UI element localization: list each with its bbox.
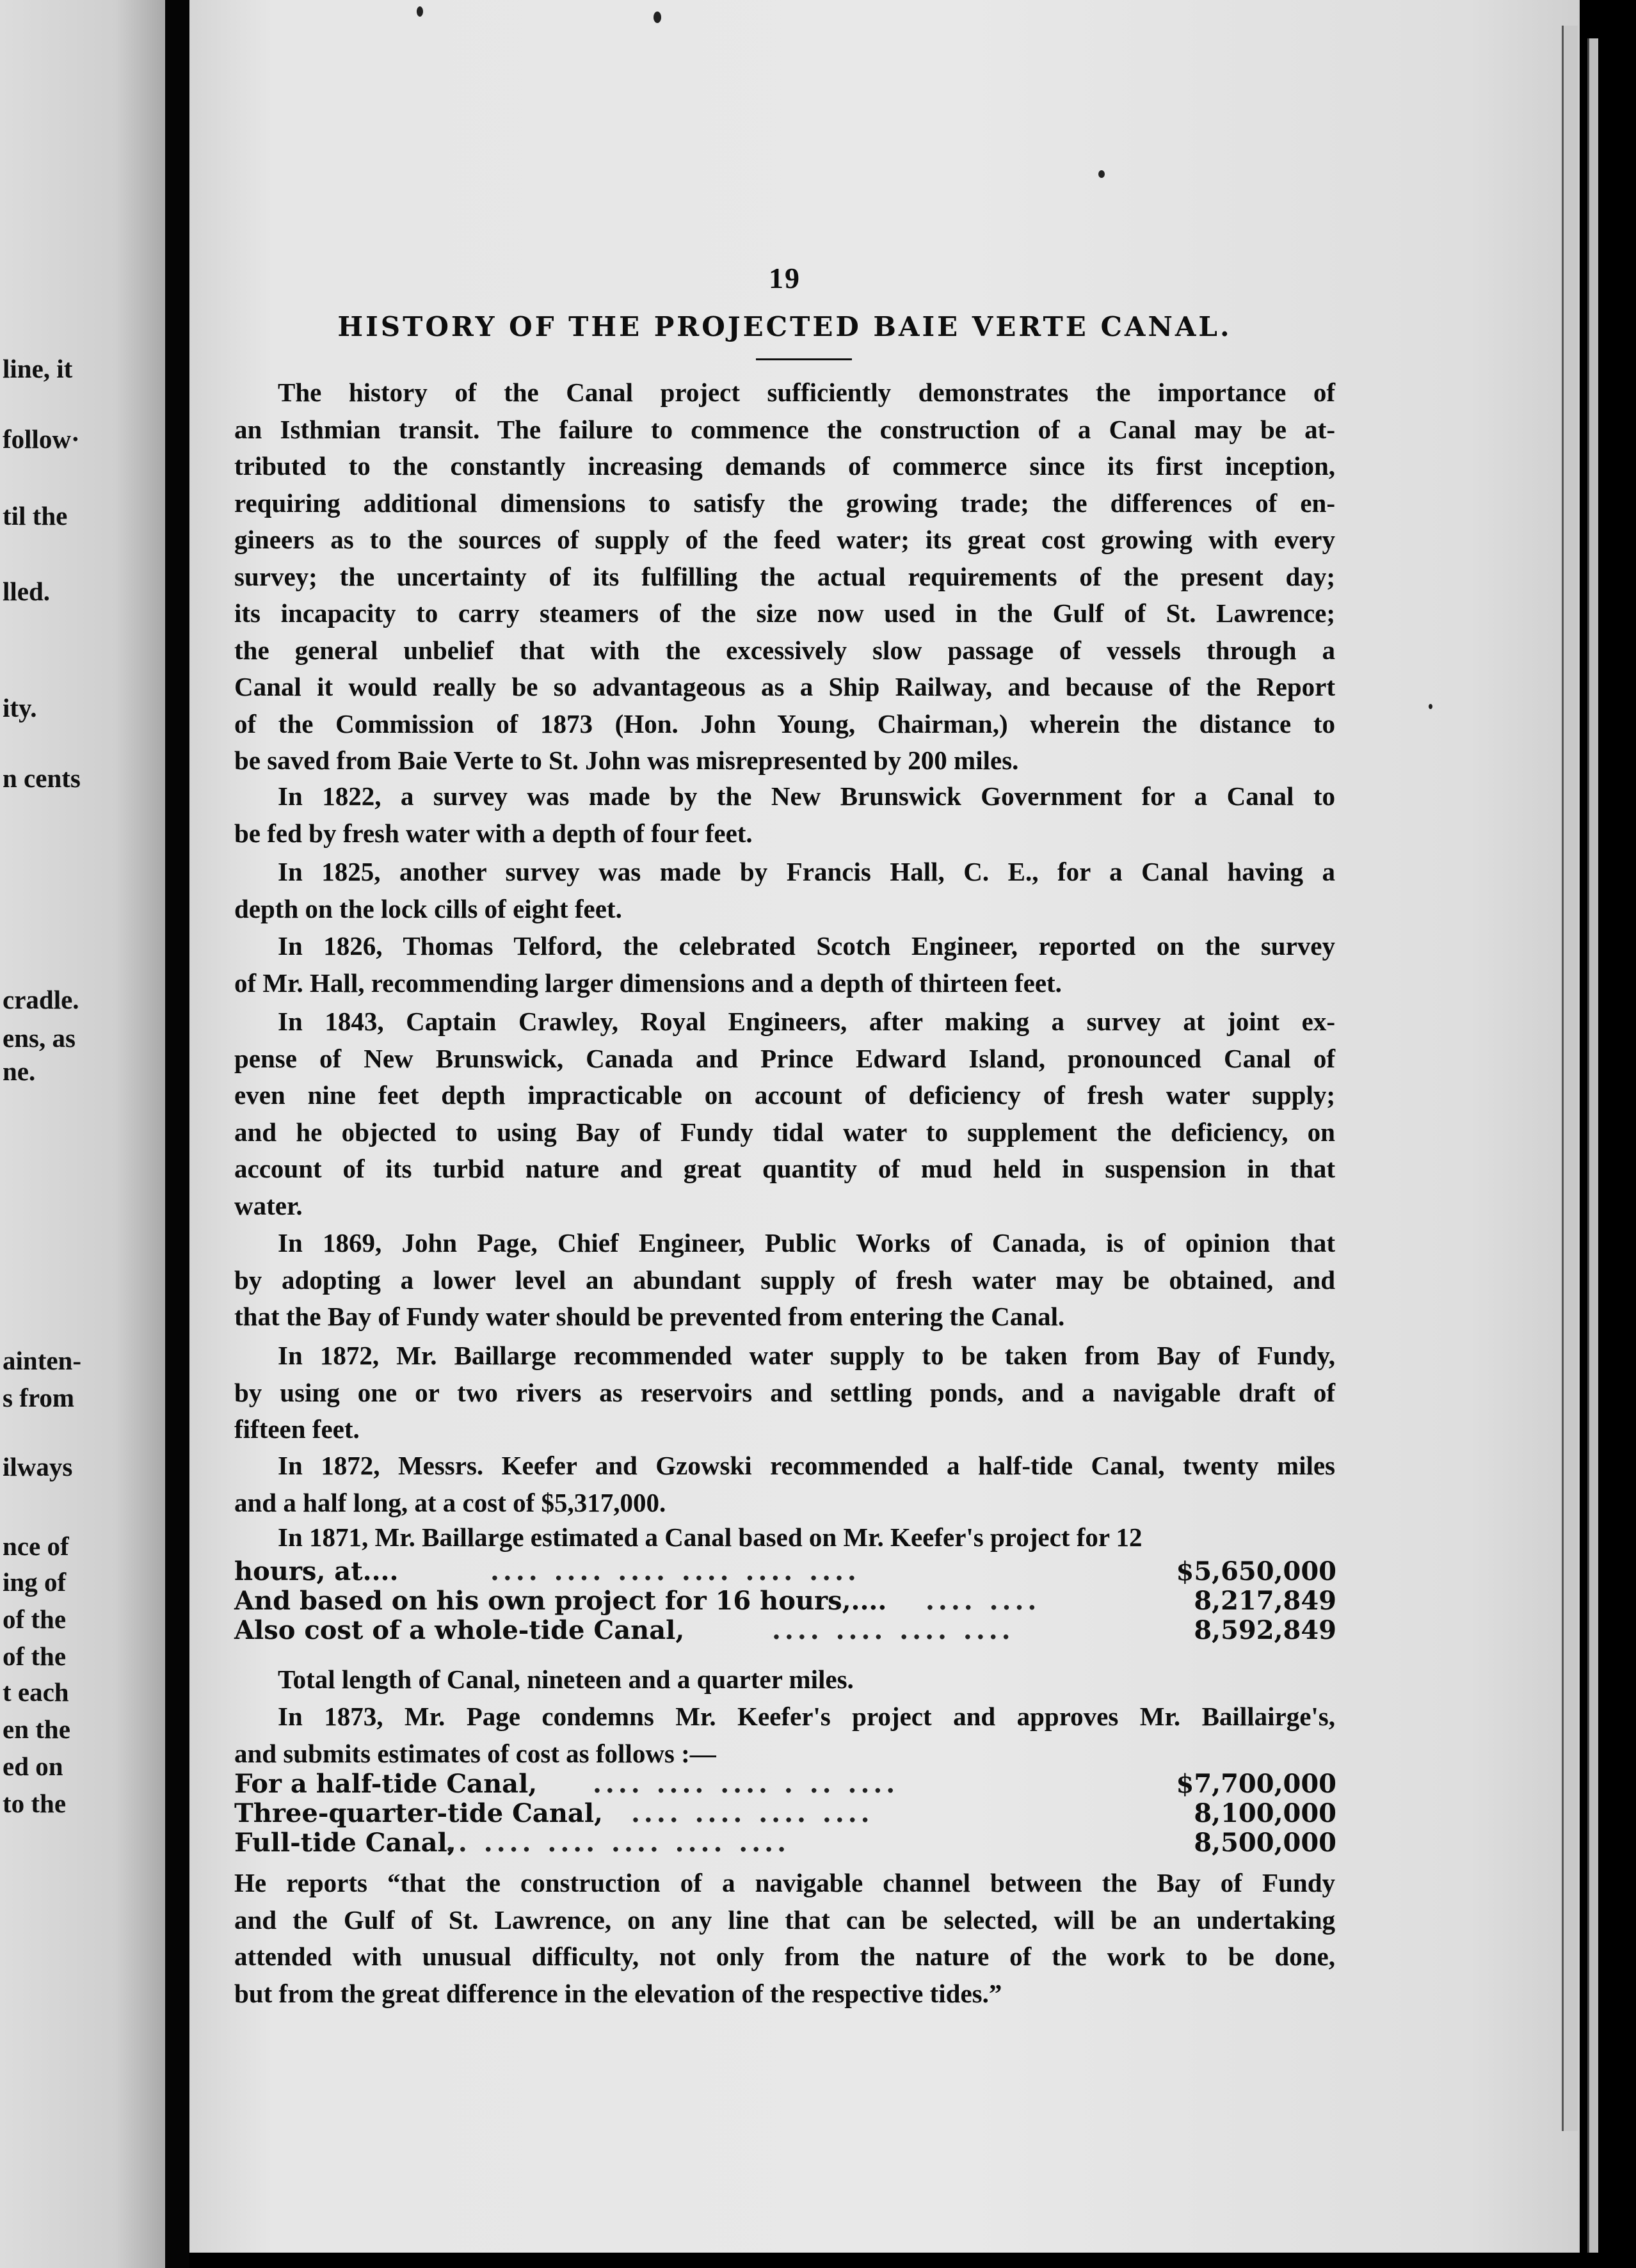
closing-quote-paragraph bbox=[234, 1865, 1335, 2012]
cost-label: Three-quarter-tide Canal, bbox=[234, 1798, 603, 1828]
paragraph-line: the general unbelief that with the excessively slow passage of vessels through a bbox=[234, 635, 1335, 665]
paragraph-line: account of its turbid nature and great quantity of mud held in suspension in that bbox=[234, 1154, 1335, 1183]
left-page-text-fragment: to the bbox=[3, 1789, 67, 1818]
paragraph-line: Canal it would really be so advantageous as a Ship Railway, and because of the Report bbox=[234, 672, 1335, 701]
left-page-text-fragment: of the bbox=[3, 1604, 67, 1634]
cost-row bbox=[234, 1798, 1336, 1829]
page-1873-line: and submits estimates of cost as follows :— bbox=[234, 1738, 716, 1768]
ink-speck bbox=[1098, 170, 1105, 178]
paragraph-line: In 1826, Thomas Telford, the celebrated Scotch Engineer, reported on the survey bbox=[278, 931, 1335, 961]
paragraph-line: by using one or two rivers as reservoirs and settling ponds, and a navigable draft of bbox=[234, 1377, 1335, 1407]
book-gutter bbox=[165, 0, 189, 2268]
leader-dots: .... .... .... . .. .... bbox=[593, 1769, 899, 1799]
left-page-text-fragment: ing of bbox=[3, 1567, 67, 1597]
paragraph-line: In 1869, John Page, Chief Engineer, Public Works of Canada, is of opinion that bbox=[278, 1228, 1335, 1258]
paragraph-line: requiring additional dimensions to satisfy the growing trade; the differences of en- bbox=[234, 488, 1335, 518]
body-paragraph bbox=[234, 1338, 1335, 1448]
paragraph-line: tributed to the constantly increasing demands of commerce since its first inception, bbox=[234, 451, 1335, 481]
closing-quote-line: attended with unusual difficulty, not only from the nature of the work to be done, bbox=[234, 1942, 1335, 1971]
closing-quote-line: but from the great difference in the elevation of the respective tides.” bbox=[234, 1978, 1002, 2008]
leader-dots: .... .... .... .... .... .... bbox=[490, 1556, 860, 1586]
cost-value: 8,500,000 bbox=[1194, 1828, 1336, 1858]
left-page-text-fragment: lled. bbox=[3, 577, 51, 606]
paragraph-line: pense of New Brunswick, Canada and Prince Edward Island, pronounced Canal of bbox=[234, 1043, 1335, 1073]
cost-label: hours, at.... bbox=[234, 1556, 399, 1586]
body-paragraph bbox=[234, 928, 1335, 1002]
cost-row bbox=[234, 1769, 1336, 1800]
ink-speck bbox=[654, 12, 661, 23]
body-paragraph bbox=[234, 1225, 1335, 1336]
paragraph-line: even nine feet depth impracticable on account of deficiency of fresh water supply; bbox=[234, 1080, 1335, 1110]
total-length-line bbox=[234, 1661, 1335, 1698]
left-page-text-fragment: ity. bbox=[3, 693, 37, 723]
ink-speck bbox=[1429, 704, 1432, 709]
left-page-text-fragment: follow· bbox=[3, 424, 80, 454]
paragraph-line: be saved from Baie Verte to St. John was misrepresented by 200 miles. bbox=[234, 746, 1019, 775]
cost-label: Full-tide Canal, bbox=[234, 1828, 456, 1858]
paragraph-line: of Mr. Hall, recommending larger dimensions and a depth of thirteen feet. bbox=[234, 968, 1062, 998]
paragraph-line: gineers as to the sources of supply of the feed water; its great cost growing with every bbox=[234, 525, 1335, 554]
left-page-text-fragment: ne. bbox=[3, 1057, 36, 1086]
paragraph-line: In 1872, Mr. Baillarge recommended water supply to be taken from Bay of Fundy, bbox=[278, 1341, 1335, 1370]
body-paragraph bbox=[234, 1003, 1335, 1224]
page-edge bbox=[1587, 38, 1598, 2253]
leader-dots: .... .... .... .... bbox=[772, 1615, 1014, 1645]
cost-value: $7,700,000 bbox=[1176, 1769, 1336, 1799]
ink-speck bbox=[417, 6, 423, 17]
cost-value: 8,592,849 bbox=[1194, 1615, 1336, 1645]
paragraph-line: fifteen feet. bbox=[234, 1414, 360, 1444]
left-page-text-fragment: line, it bbox=[3, 354, 73, 383]
main-page bbox=[189, 0, 1580, 2253]
cost-value: $5,650,000 bbox=[1176, 1556, 1336, 1586]
paragraph-line: an Isthmian transit. The failure to commence the construction of a Canal may be at- bbox=[234, 414, 1335, 444]
cost-value: 8,217,849 bbox=[1194, 1586, 1336, 1616]
paragraph-line: The history of the Canal project sufficiently demonstrates the importance of bbox=[278, 378, 1335, 407]
left-page-text-fragment: nce of bbox=[3, 1531, 69, 1561]
paragraph-line: and he objected to using Bay of Fundy tidal water to supplement the deficiency, on bbox=[234, 1117, 1335, 1147]
paragraph-line: water. bbox=[234, 1190, 303, 1220]
left-facing-page bbox=[0, 0, 165, 2268]
paragraph-line: In 1871, Mr. Baillarge estimated a Canal based on Mr. Keefer's project for 12 bbox=[278, 1522, 1143, 1552]
paragraph-line: of the Commission of 1873 (Hon. John Young, Chairman,) wherein the distance to bbox=[234, 708, 1335, 739]
left-page-text-fragment: ainten- bbox=[3, 1346, 81, 1375]
paragraph-line: and a half long, at a cost of $5,317,000. bbox=[234, 1487, 666, 1517]
paragraph-line: that the Bay of Fundy water should be prevented from entering the Canal. bbox=[234, 1302, 1065, 1331]
left-page-text-fragment: cradle. bbox=[3, 985, 79, 1014]
paragraph-line: In 1825, another survey was made by Francis Hall, C. E., for a Canal having a bbox=[278, 857, 1335, 886]
left-page-text-fragment: ilways bbox=[3, 1452, 73, 1481]
paragraph-line: its incapacity to carry steamers of the size now used in the Gulf of St. Lawrence; bbox=[234, 598, 1335, 628]
cost-row bbox=[234, 1586, 1336, 1617]
left-page-text-fragment: s from bbox=[3, 1383, 74, 1412]
left-page-text-fragment: n cents bbox=[3, 763, 81, 793]
leader-dots: .. .... .... .... .... .... bbox=[445, 1828, 790, 1858]
cost-row bbox=[234, 1615, 1336, 1646]
closing-quote-line: and the Gulf of St. Lawrence, on any line that can be selected, will be an undertaking bbox=[234, 1905, 1335, 1935]
paragraph-line: by adopting a lower level an abundant supply of fresh water may be obtained, and bbox=[234, 1265, 1335, 1295]
paragraph-line: depth on the lock cills of eight feet. bbox=[234, 893, 622, 923]
body-paragraph bbox=[234, 1448, 1335, 1521]
left-page-text-fragment: ed on bbox=[3, 1752, 63, 1781]
paragraph-line: In 1872, Messrs. Keefer and Gzowski recommended a half-tide Canal, twenty miles bbox=[278, 1451, 1335, 1480]
page-edge bbox=[1562, 26, 1578, 2131]
paragraph-line: survey; the uncertainty of its fulfilling the actual requirements of the present day; bbox=[234, 561, 1335, 591]
page-title: HISTORY OF THE PROJECTED BAIE VERTE CANAL. bbox=[337, 311, 1232, 342]
cost-label: For a half-tide Canal, bbox=[234, 1769, 538, 1799]
left-page-text-fragment: ens, as bbox=[3, 1023, 76, 1053]
paragraph-line: be fed by fresh water with a depth of four feet. bbox=[234, 818, 753, 848]
left-page-text-fragment: t each bbox=[3, 1677, 69, 1707]
left-page-text-fragment: til the bbox=[3, 501, 68, 531]
cost-label: Also cost of a whole-tide Canal, bbox=[234, 1615, 685, 1645]
cost-row bbox=[234, 1828, 1336, 1858]
left-page-text-fragment: en the bbox=[3, 1714, 70, 1744]
leader-dots: .... .... .... .... bbox=[631, 1798, 874, 1828]
paragraph-line: In 1822, a survey was made by the New Brunswick Government for a Canal to bbox=[278, 781, 1335, 811]
title-rule bbox=[756, 358, 852, 360]
total-length-text: Total length of Canal, nineteen and a quarter miles. bbox=[278, 1665, 854, 1694]
body-paragraph bbox=[234, 854, 1335, 927]
left-page-text-fragment: of the bbox=[3, 1641, 67, 1671]
cost-row bbox=[234, 1556, 1336, 1587]
cost-label: And based on his own project for 16 hours,.... bbox=[234, 1586, 887, 1616]
body-paragraph bbox=[234, 1519, 1335, 1556]
page-number: 19 bbox=[769, 262, 801, 294]
page-1873-paragraph bbox=[234, 1698, 1335, 1772]
closing-quote-line: He reports “that the construction of a navigable channel between the Bay of Fundy bbox=[234, 1868, 1335, 1897]
cost-value: 8,100,000 bbox=[1194, 1798, 1336, 1828]
body-paragraph bbox=[234, 778, 1335, 852]
leader-dots: .... .... bbox=[926, 1586, 1041, 1616]
page-1873-line: In 1873, Mr. Page condemns Mr. Keefer's project and approves Mr. Baillairge's, bbox=[278, 1702, 1335, 1731]
body-paragraph bbox=[234, 374, 1335, 779]
paragraph-line: In 1843, Captain Crawley, Royal Engineers, after making a survey at joint ex- bbox=[278, 1007, 1335, 1036]
